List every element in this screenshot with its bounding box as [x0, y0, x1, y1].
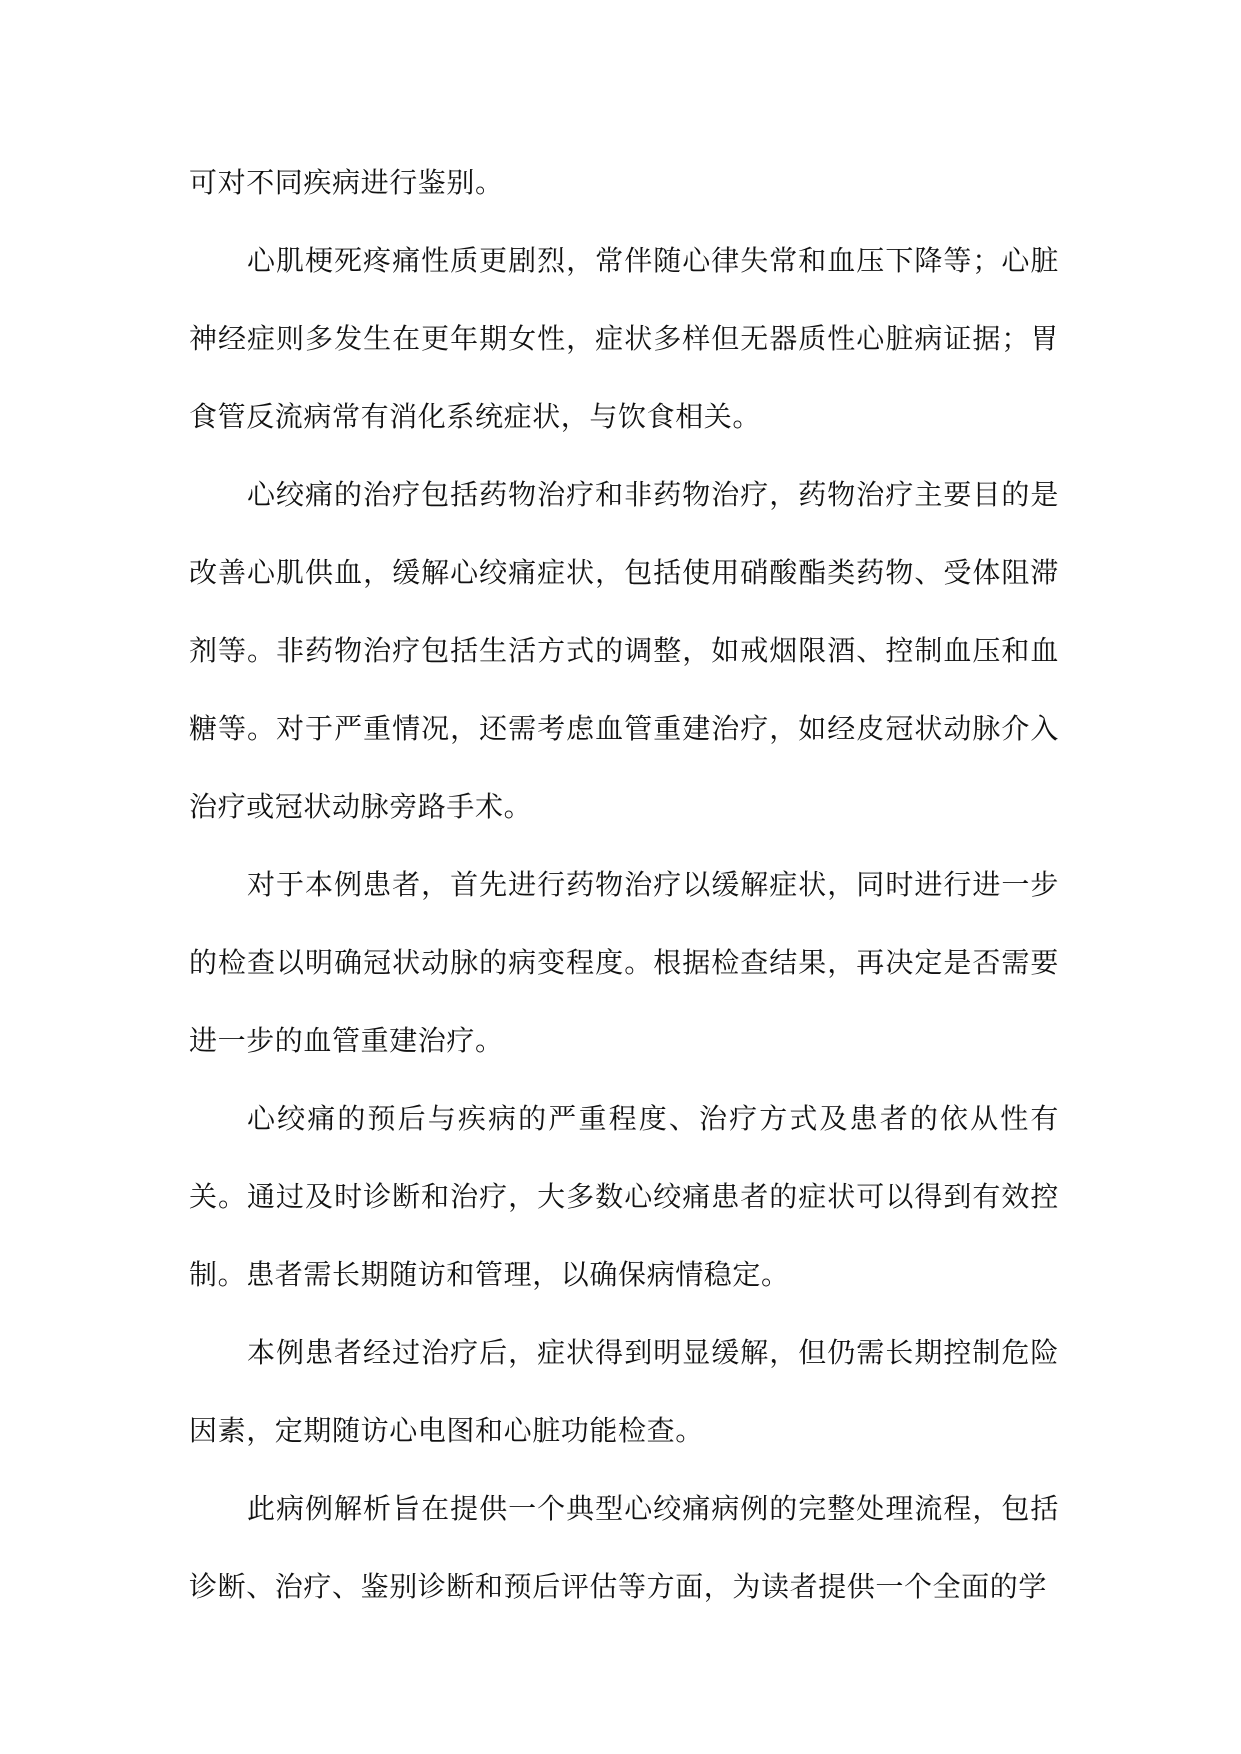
paragraph: 心绞痛的治疗包括药物治疗和非药物治疗，药物治疗主要目的是改善心肌供血，缓解心绞痛症状，包括使用硝酸酯类药物、受体阻滞剂等。非药物治疗包括生活方式的调整，如戒烟限酒、控制血压和血糖等。对于严重情况，还需考虑血管重建治疗，如经皮冠状动脉介入治疗或冠状动脉旁路手术。 — [189, 478, 1059, 823]
paragraph: 此病例解析旨在提供一个典型心绞痛病例的完整处理流程，包括诊断、治疗、鉴别诊断和预后评估等方面，为读者提供一个全面的学 — [189, 1492, 1059, 1603]
paragraph: 心绞痛的预后与疾病的严重程度、治疗方式及患者的依从性有关。通过及时诊断和治疗，大多数心绞痛患者的症状可以得到有效控制。患者需长期随访和管理，以确保病情稳定。 — [189, 1102, 1059, 1291]
paragraph: 对于本例患者，首先进行药物治疗以缓解症状，同时进行进一步的检查以明确冠状动脉的病变程度。根据检查结果，再决定是否需要进一步的血管重建治疗。 — [189, 868, 1059, 1057]
paragraph: 可对不同疾病进行鉴别。 — [189, 166, 504, 199]
paragraph: 心肌梗死疼痛性质更剧烈，常伴随心律失常和血压下降等；心脏神经症则多发生在更年期女性，症状多样但无器质性心脏病证据；胃食管反流病常有消化系统症状，与饮食相关。 — [189, 244, 1059, 433]
paragraph: 本例患者经过治疗后，症状得到明显缓解，但仍需长期控制危险因素，定期随访心电图和心脏功能检查。 — [189, 1336, 1059, 1447]
body-text — [189, 144, 1059, 1626]
